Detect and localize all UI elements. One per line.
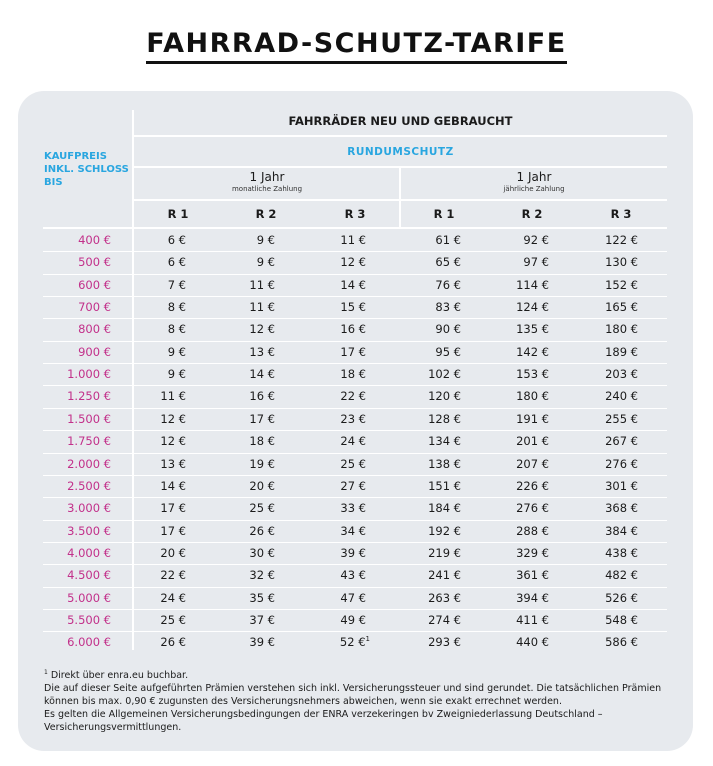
tariff-value-text: 124 € (516, 300, 549, 315)
footnote-3: Es gelten die Allgemeinen Versicherungsbedingungen der ENRA verzekeringen bv Zweigniederlassung Deutschland – Versicherungsvermittlungen. (44, 709, 603, 733)
tariff-value (578, 479, 638, 493)
tariff-value (126, 389, 186, 403)
tariff-value (489, 300, 549, 314)
tariff-value (401, 524, 461, 538)
row-divider (43, 475, 667, 476)
row-divider (43, 318, 667, 319)
tariff-value-text: 11 € (160, 389, 186, 404)
price-cell: 1.750 € (67, 434, 111, 449)
price-cell: 600 € (78, 277, 111, 292)
header-divider-3 (134, 199, 667, 201)
tariff-value-text: 17 € (249, 411, 275, 426)
price-cell: 2.500 € (67, 478, 111, 493)
tariff-value-text: 548 € (605, 612, 638, 627)
page-title-wrapper (0, 28, 713, 64)
tariff-value-text: 32 € (249, 568, 275, 583)
tariff-value-text: 276 € (516, 501, 549, 516)
tariff-value-text: 47 € (340, 590, 366, 605)
tariff-value (306, 524, 366, 538)
tariff-value-text: 15 € (340, 300, 366, 315)
tariff-value-text: 12 € (249, 322, 275, 337)
tariff-value (126, 501, 186, 515)
tariff-value-text: 16 € (340, 322, 366, 337)
row-divider (43, 520, 667, 521)
price-cell: 6.000 € (67, 635, 111, 650)
tariff-value (215, 457, 275, 471)
header-divider-1 (134, 135, 667, 137)
tariff-value-text: 134 € (428, 434, 461, 449)
tariff-value-text: 361 € (516, 568, 549, 583)
row-divider (43, 430, 667, 431)
tariff-value (306, 591, 366, 605)
tariff-value-text: 30 € (249, 545, 275, 560)
tariff-value (401, 233, 461, 247)
tariff-value (578, 255, 638, 269)
tariff-value-text: 24 € (340, 434, 366, 449)
tariff-value-text: 203 € (605, 367, 638, 382)
tariff-value-text: 586 € (605, 635, 638, 650)
row-divider (43, 609, 667, 610)
tariff-value (578, 345, 638, 359)
tariff-value (306, 568, 366, 582)
tariff-value (489, 501, 549, 515)
tariff-value-text: 33 € (340, 501, 366, 516)
row-divider (43, 564, 667, 565)
tariff-value (306, 412, 366, 426)
tariff-value (489, 345, 549, 359)
tariff-value-text: 14 € (160, 478, 186, 493)
tariff-value (578, 278, 638, 292)
tariff-value (489, 434, 549, 448)
tariff-value-text: 14 € (249, 367, 275, 382)
tariff-value (578, 322, 638, 336)
tariff-value (306, 613, 366, 627)
tariff-value-text: 329 € (516, 545, 549, 560)
price-cell: 3.500 € (67, 523, 111, 538)
tariff-value-text: 26 € (160, 635, 186, 650)
tariff-value-text: 39 € (249, 635, 275, 650)
tariff-value (126, 635, 186, 649)
tariff-value-text: 102 € (428, 367, 461, 382)
tariff-value (126, 457, 186, 471)
price-cell: 5.500 € (67, 612, 111, 627)
tariff-value-text: 152 € (605, 277, 638, 292)
row-divider (43, 408, 667, 409)
tariff-value (306, 255, 366, 269)
tariff-value (401, 457, 461, 471)
tariff-value (489, 255, 549, 269)
tariff-value (401, 635, 461, 649)
tariff-value (489, 278, 549, 292)
tariff-value-text: 20 € (249, 478, 275, 493)
column-header: R 2 (521, 207, 543, 221)
row-divider (43, 385, 667, 386)
row-divider (43, 542, 667, 543)
tariff-value (401, 412, 461, 426)
tariff-value (401, 591, 461, 605)
tariff-value-text: 241 € (428, 568, 461, 583)
tariff-value-text: 11 € (340, 233, 366, 247)
tariff-value (578, 367, 638, 381)
header-divider-4 (43, 227, 667, 229)
tariff-value-text: 440 € (516, 635, 549, 650)
tariff-value-text: 27 € (340, 478, 366, 493)
tariff-value-text: 17 € (340, 344, 366, 359)
tariff-value (126, 412, 186, 426)
tariff-value-text: 12 € (160, 411, 186, 426)
row-divider (43, 497, 667, 498)
tariff-value-text: 192 € (428, 523, 461, 538)
tariff-value-text: 24 € (160, 590, 186, 605)
tariff-value (578, 613, 638, 627)
row-divider (43, 453, 667, 454)
price-cell: 1.000 € (67, 367, 111, 382)
tariff-value (126, 546, 186, 560)
tariff-value-text: 267 € (605, 434, 638, 449)
tariff-value (306, 389, 366, 403)
tariff-value (126, 233, 186, 247)
tariff-value-text: 276 € (605, 456, 638, 471)
column-header: R 3 (344, 207, 366, 221)
tariff-value-text: 39 € (340, 545, 366, 560)
tariff-value-text: 142 € (516, 344, 549, 359)
tariff-value (306, 479, 366, 493)
tariff-value (401, 300, 461, 314)
tariff-value-text: 219 € (428, 545, 461, 560)
tariff-value (489, 367, 549, 381)
tariff-value-text: 37 € (249, 612, 275, 627)
price-cell: 4.500 € (67, 568, 111, 583)
tariff-value (578, 300, 638, 314)
column-header: R 1 (167, 207, 189, 221)
period-subtitle: monatliche Zahlung (231, 185, 303, 193)
tariff-value-text: 184 € (428, 501, 461, 516)
tariff-value-text: 22 € (340, 389, 366, 404)
tariff-value (578, 389, 638, 403)
tariff-value (215, 367, 275, 381)
footnote-1 (44, 669, 684, 682)
tariff-value (489, 635, 549, 649)
tariff-value (401, 568, 461, 582)
tariff-value-text: 138 € (428, 456, 461, 471)
tariff-value (489, 389, 549, 403)
tariff-value (578, 434, 638, 448)
tariff-value (401, 434, 461, 448)
price-cell: 900 € (78, 344, 111, 359)
tariff-value (401, 255, 461, 269)
tariff-value (215, 501, 275, 515)
tariff-value (215, 546, 275, 560)
footnote-ref: 1 (365, 635, 370, 644)
price-cell: 5.000 € (67, 590, 111, 605)
tariff-value-text: 135 € (516, 322, 549, 337)
tariff-value (489, 591, 549, 605)
tariff-value (215, 255, 275, 269)
tariff-value (215, 233, 275, 247)
tariff-value (401, 322, 461, 336)
tariff-value (306, 546, 366, 560)
tariff-value (215, 568, 275, 582)
tariff-value (401, 345, 461, 359)
tariff-value-text: 7 € (167, 277, 186, 292)
footnote-1-text: Direkt über enra.eu buchbar. (47, 670, 189, 681)
tariff-value (215, 412, 275, 426)
tariff-value-text: 11 € (249, 300, 275, 315)
tariff-value-text: 9 € (167, 344, 186, 359)
tariff-value (215, 389, 275, 403)
tariff-value (126, 479, 186, 493)
tariff-value-text: 255 € (605, 411, 638, 426)
tariff-value (489, 412, 549, 426)
tariff-value-text: 384 € (605, 523, 638, 538)
tariff-value (215, 635, 275, 649)
tariff-value-text: 90 € (435, 322, 461, 337)
tariff-value (126, 524, 186, 538)
tariff-value (126, 255, 186, 269)
tariff-value-text: 76 € (435, 277, 461, 292)
tariff-value (489, 233, 549, 247)
tariff-value-text: 34 € (340, 523, 366, 538)
header-main: FAHRRÄDER NEU UND GEBRAUCHT (288, 114, 513, 128)
row-divider (43, 296, 667, 297)
tariff-value (578, 546, 638, 560)
tariff-value (215, 300, 275, 314)
tariff-value-text: 274 € (428, 612, 461, 627)
tariff-value-text: 17 € (160, 501, 186, 516)
tariff-value (126, 613, 186, 627)
tariff-value (578, 524, 638, 538)
tariff-value (215, 322, 275, 336)
tariff-value (126, 434, 186, 448)
tariff-value (489, 457, 549, 471)
header-divider-2 (134, 166, 667, 168)
period-yearly (401, 170, 667, 194)
tariff-value-text: 6 € (167, 255, 186, 270)
tariff-value-text: 65 € (435, 255, 461, 270)
tariff-value (306, 278, 366, 292)
tariff-value (215, 278, 275, 292)
tariff-value (401, 501, 461, 515)
tariff-value (401, 389, 461, 403)
tariff-value (126, 591, 186, 605)
row-divider (43, 341, 667, 342)
column-header: R 2 (255, 207, 277, 221)
tariff-value-text: 17 € (160, 523, 186, 538)
tariff-value-text: 368 € (605, 501, 638, 516)
tariff-value-text: 191 € (516, 411, 549, 426)
row-divider (43, 631, 667, 632)
tariff-value (126, 278, 186, 292)
tariff-value-text: 25 € (340, 456, 366, 471)
row-divider (43, 363, 667, 364)
tariff-value-text: 9 € (256, 233, 275, 247)
tariff-value-text: 8 € (167, 322, 186, 337)
tariff-value-text: 201 € (516, 434, 549, 449)
price-cell: 1.500 € (67, 411, 111, 426)
price-cell: 500 € (78, 255, 111, 270)
tariff-value (578, 568, 638, 582)
tariff-value (306, 322, 366, 336)
tariff-value-text: 114 € (516, 277, 549, 292)
tariff-value-text: 12 € (340, 255, 366, 270)
tariff-value (306, 300, 366, 314)
tariff-value (489, 524, 549, 538)
footnote-2: Die auf dieser Seite aufgeführten Prämien verstehen sich inkl. Versicherungssteuer und sind gerundet. Die tatsächlichen Prämien können bis max. 0,90 € zugunsten des Versicherungsnehmers abweichen, wenn sie exakt errechnet werden. (44, 683, 662, 707)
tariff-value-text: 22 € (160, 568, 186, 583)
tariff-value (578, 412, 638, 426)
tariff-value-text: 97 € (523, 255, 549, 270)
header-sub: RUNDUMSCHUTZ (347, 146, 454, 158)
tariff-value (126, 568, 186, 582)
tariff-value-text: 226 € (516, 478, 549, 493)
tariff-value-text: 12 € (160, 434, 186, 449)
tariff-value (578, 457, 638, 471)
tariff-value (306, 501, 366, 515)
tariff-value-text: 35 € (249, 590, 275, 605)
period-monthly (134, 170, 400, 194)
period-title: 1 Jahr (249, 170, 285, 184)
tariff-value (306, 434, 366, 448)
tariff-value-text: 263 € (428, 590, 461, 605)
tariff-value-text: 411 € (516, 612, 549, 627)
tariff-value (306, 233, 366, 247)
tariff-value-text: 19 € (249, 456, 275, 471)
footnotes (44, 669, 684, 734)
tariff-value-text: 120 € (428, 389, 461, 404)
tariff-value-text: 95 € (435, 344, 461, 359)
tariff-value-text: 11 € (249, 277, 275, 292)
period-subtitle: jährliche Zahlung (503, 185, 565, 193)
tariff-value-text: 18 € (249, 434, 275, 449)
tariff-value (578, 233, 638, 247)
tariff-value (489, 322, 549, 336)
tariff-value-text: 438 € (605, 545, 638, 560)
tariff-value-text: 165 € (605, 300, 638, 315)
column-header: R 3 (610, 207, 632, 221)
column-header: R 1 (433, 207, 455, 221)
tariff-value (578, 635, 638, 649)
tariff-value (215, 434, 275, 448)
tariff-value-text: 180 € (516, 389, 549, 404)
tariff-value-text: 240 € (605, 389, 638, 404)
tariff-value (215, 591, 275, 605)
price-cell: 1.250 € (67, 389, 111, 404)
row-divider (43, 587, 667, 588)
tariff-value-text: 207 € (516, 456, 549, 471)
tariff-value-text: 9 € (167, 367, 186, 382)
tariff-value-text: 25 € (249, 501, 275, 516)
tariff-value (401, 479, 461, 493)
tariff-value (126, 322, 186, 336)
tariff-value (310, 635, 370, 649)
price-cell: 400 € (78, 233, 111, 247)
tariff-value (401, 367, 461, 381)
tariff-value (489, 613, 549, 627)
tariff-value (306, 345, 366, 359)
tariff-value-text: 180 € (605, 322, 638, 337)
tariff-value-text: 20 € (160, 545, 186, 560)
tariff-value-text: 482 € (605, 568, 638, 583)
price-cell: 800 € (78, 322, 111, 337)
tariff-value-text: 122 € (605, 233, 638, 247)
footnote-mark: 1 (44, 668, 48, 676)
tariff-value-text: 151 € (428, 478, 461, 493)
tariff-value (578, 501, 638, 515)
tariff-value-text: 9 € (256, 255, 275, 270)
tariff-value (489, 479, 549, 493)
tariff-value-text: 25 € (160, 612, 186, 627)
price-cell: 2.000 € (67, 456, 111, 471)
tariff-value-text: 26 € (249, 523, 275, 538)
row-divider (43, 274, 667, 275)
price-cell: 3.000 € (67, 501, 111, 516)
period-title: 1 Jahr (516, 170, 552, 184)
tariff-value-text: 394 € (516, 590, 549, 605)
tariff-value (215, 479, 275, 493)
tariff-value (401, 546, 461, 560)
tariff-value-text: 526 € (605, 590, 638, 605)
tariff-value-text: 52 € (339, 635, 366, 650)
tariff-value-text: 6 € (167, 233, 186, 247)
tariff-value-text: 153 € (516, 367, 549, 382)
tariff-value (401, 613, 461, 627)
tariff-value (126, 345, 186, 359)
tariff-value-text: 288 € (516, 523, 549, 538)
tariff-value (306, 367, 366, 381)
tariff-value (126, 300, 186, 314)
tariff-value-text: 13 € (160, 456, 186, 471)
tariff-value-text: 13 € (249, 344, 275, 359)
tariff-value-text: 43 € (340, 568, 366, 583)
tariff-value (489, 546, 549, 560)
price-cell: 4.000 € (67, 545, 111, 560)
tariff-value (215, 613, 275, 627)
tariff-value-text: 61 € (435, 233, 461, 247)
tariff-value-text: 130 € (605, 255, 638, 270)
tariff-value (215, 345, 275, 359)
tariff-value (401, 278, 461, 292)
tariff-value (306, 457, 366, 471)
tariff-value-text: 301 € (605, 478, 638, 493)
tariff-value (489, 568, 549, 582)
tariff-value-text: 8 € (167, 300, 186, 315)
kaufpreis-label: KAUFPREIS INKL. SCHLOSS BIS (44, 151, 129, 188)
tariff-value-text: 14 € (340, 277, 366, 292)
tariff-value-text: 189 € (605, 344, 638, 359)
tariff-value-text: 16 € (249, 389, 275, 404)
price-cell: 700 € (78, 300, 111, 315)
row-divider (43, 251, 667, 252)
tariff-value-text: 23 € (340, 411, 366, 426)
tariff-value-text: 92 € (523, 233, 549, 247)
tariff-value-text: 49 € (340, 612, 366, 627)
tariff-value (126, 367, 186, 381)
tariff-value-text: 128 € (428, 411, 461, 426)
tariff-value-text: 293 € (428, 635, 461, 650)
tariff-value-text: 18 € (340, 367, 366, 382)
page-title: FAHRRAD-SCHUTZ-TARIFE (146, 28, 566, 64)
tariff-value (215, 524, 275, 538)
tariff-value-text: 83 € (435, 300, 461, 315)
tariff-value (578, 591, 638, 605)
